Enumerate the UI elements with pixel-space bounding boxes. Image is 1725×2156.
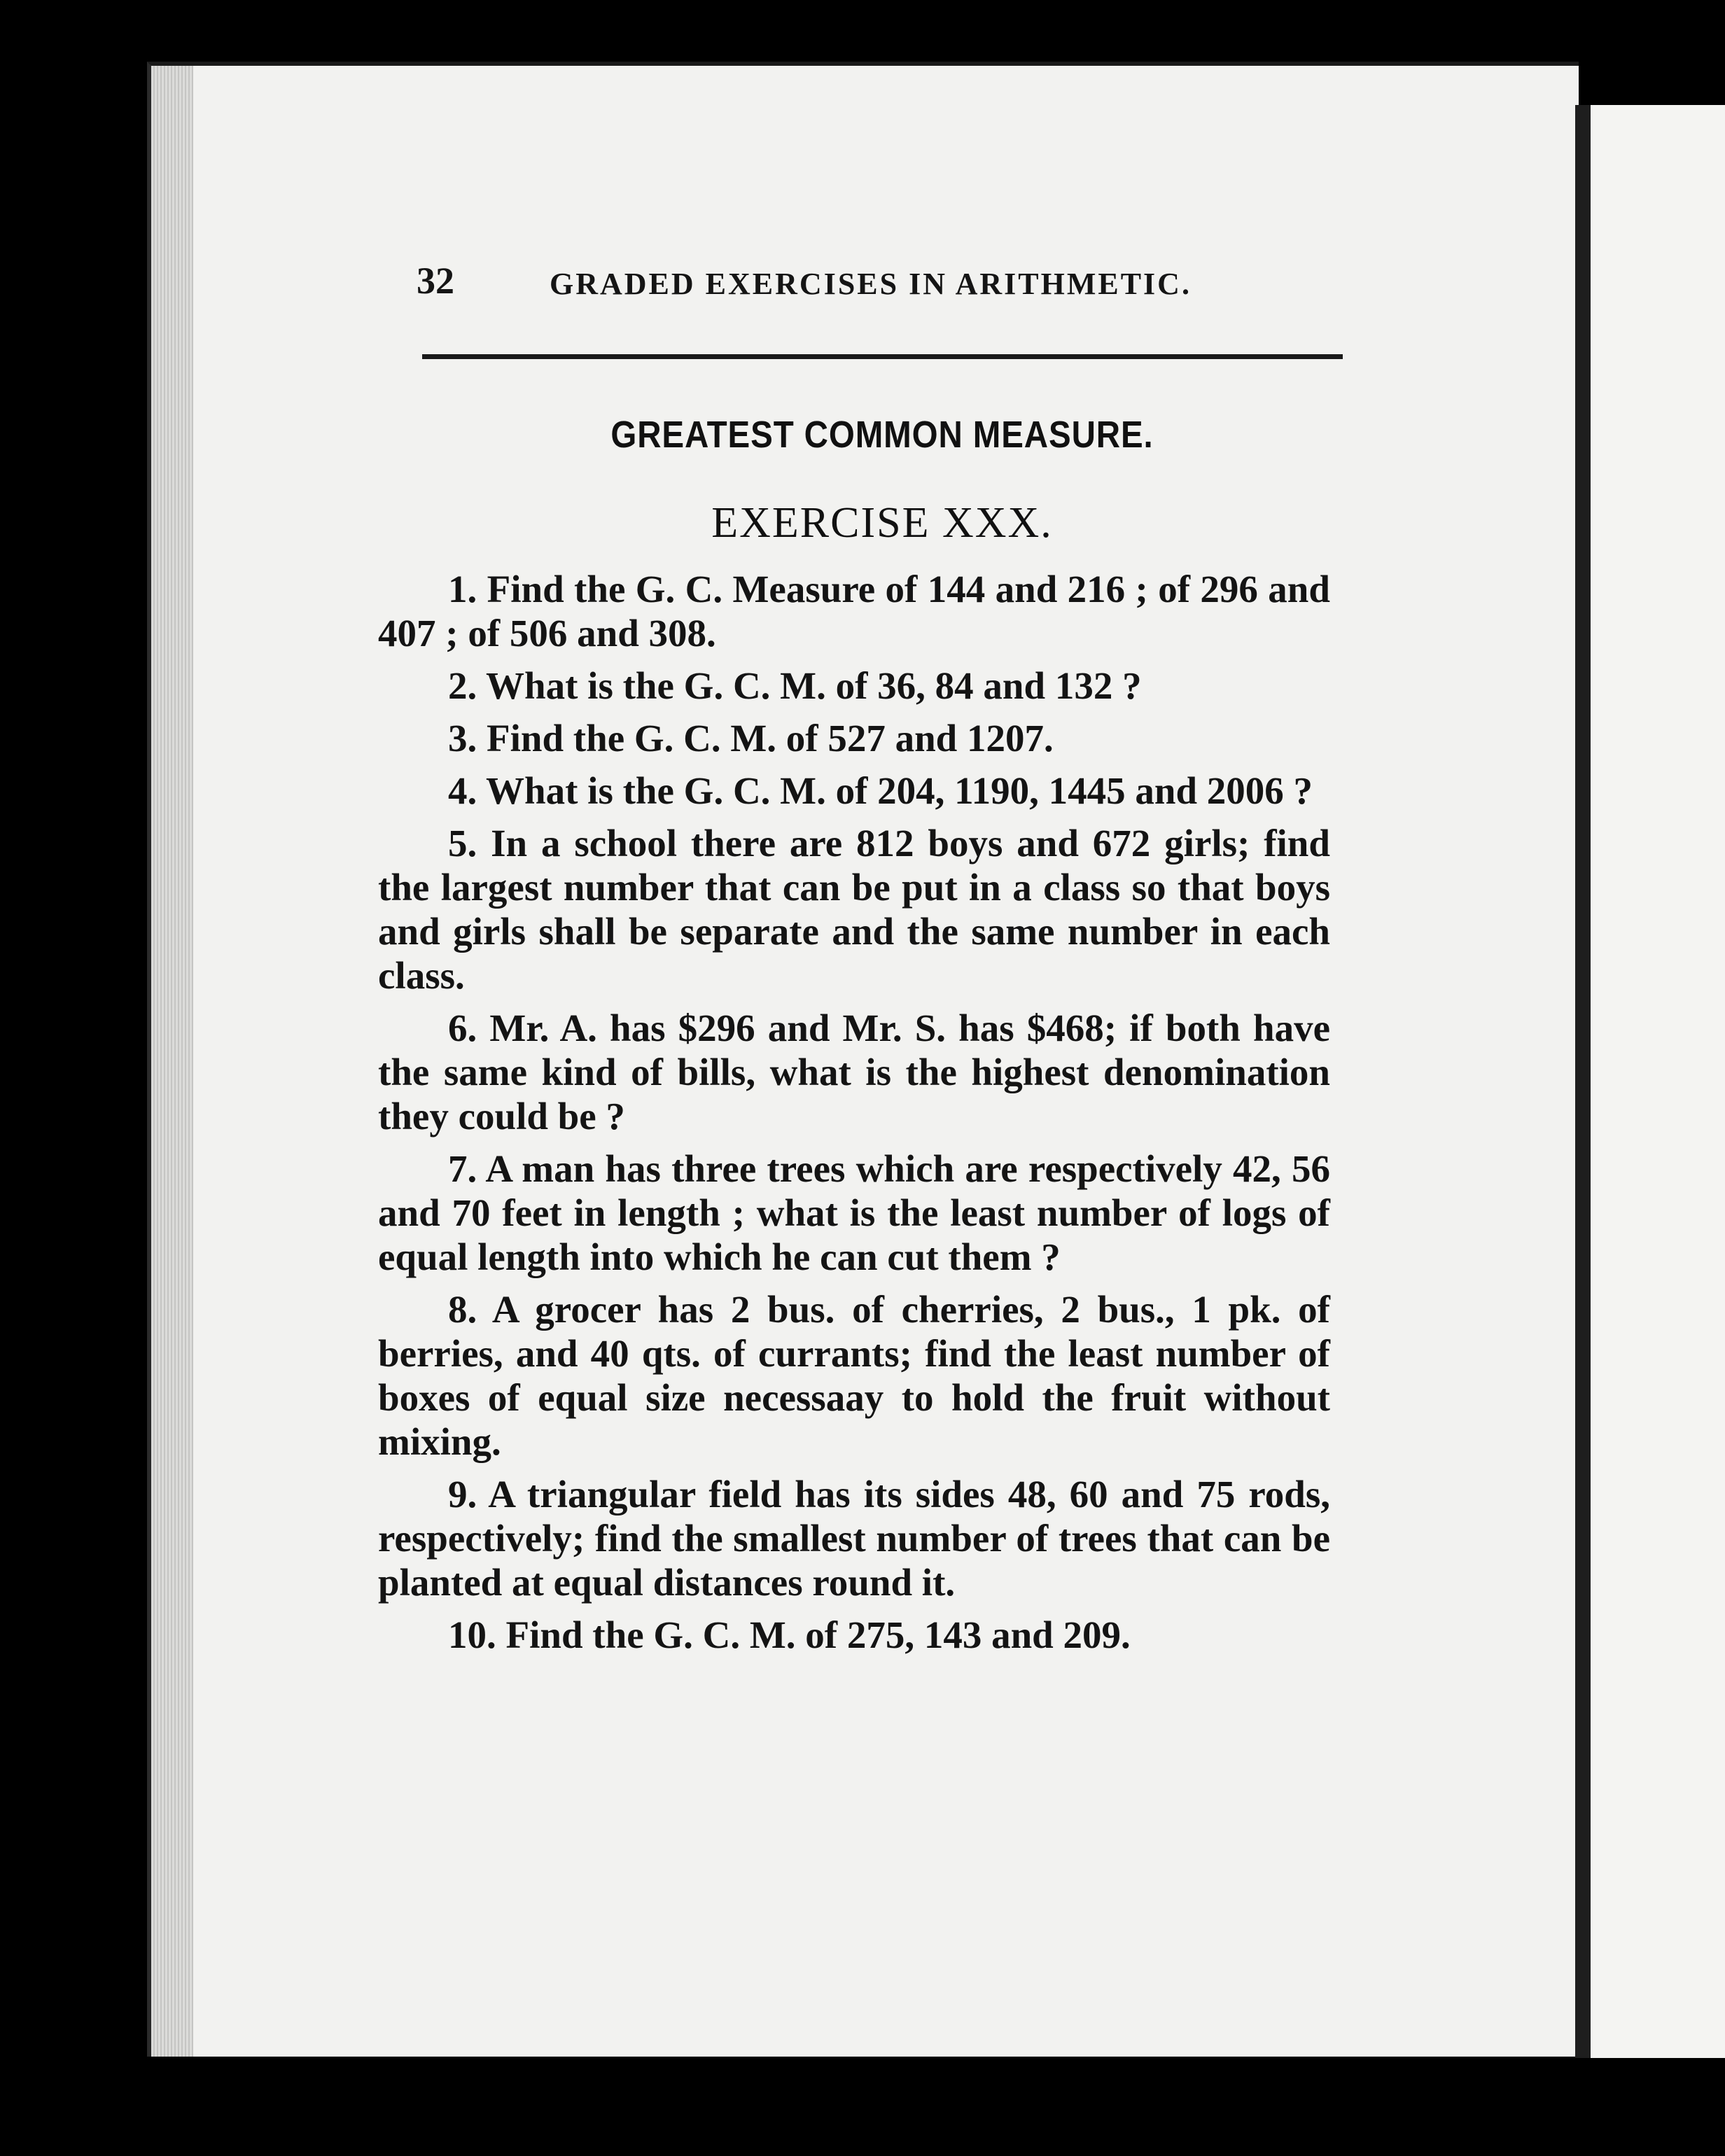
running-title: GRADED EXERCISES IN ARITHMETIC. — [550, 267, 1192, 301]
problem-9: 9. A triangular field has its sides 48, 60 and 75 rods, respectively; find the smallest number of trees that can be planted at equal distances round it. — [378, 1473, 1330, 1604]
facing-page-edge — [1591, 105, 1725, 2058]
book-gutter — [1575, 105, 1591, 2058]
section-heading: GREATEST COMMON MEASURE. — [610, 414, 1154, 456]
problem-3: 3. Find the G. C. M. of 527 and 1207. — [448, 717, 1054, 760]
running-header — [417, 259, 1355, 308]
problem-4: 4. What is the G. C. M. of 204, 1190, 1445 and 2006 ? — [448, 769, 1313, 812]
problem-5: 5. In a school there are 812 boys and 672 girls; find the largest number that can be put in a class so that boys and girls shall be separate and the same number in each class. — [378, 822, 1330, 997]
problem-10: 10. Find the G. C. M. of 275, 143 and 209. — [448, 1614, 1131, 1656]
problem-7: 7. A man has three trees which are respectively 42, 56 and 70 feet in length ; what is the least number of logs of equal length into which he can cut them ? — [378, 1147, 1330, 1278]
header-rule — [422, 354, 1343, 359]
page-number: 32 — [417, 260, 454, 302]
exercise-problems — [378, 567, 1330, 1665]
problem-2: 2. What is the G. C. M. of 36, 84 and 132 ? — [448, 664, 1142, 707]
page-edge-stack — [151, 66, 193, 2057]
problem-8: 8. A grocer has 2 bus. of cherries, 2 bus., 1 pk. of berries, and 40 qts. of currants; find the least number of boxes of equal size necessaay to hold the fruit without mixing. — [378, 1288, 1330, 1463]
problem-1: 1. Find the G. C. Measure of 144 and 216 ; of 296 and 407 ; of 506 and 308. — [378, 568, 1330, 654]
exercise-heading: EXERCISE XXX. — [711, 499, 1053, 547]
problem-6: 6. Mr. A. has $296 and Mr. S. has $468; if both have the same kind of bills, what is the highest denomination they could be ? — [378, 1007, 1330, 1138]
